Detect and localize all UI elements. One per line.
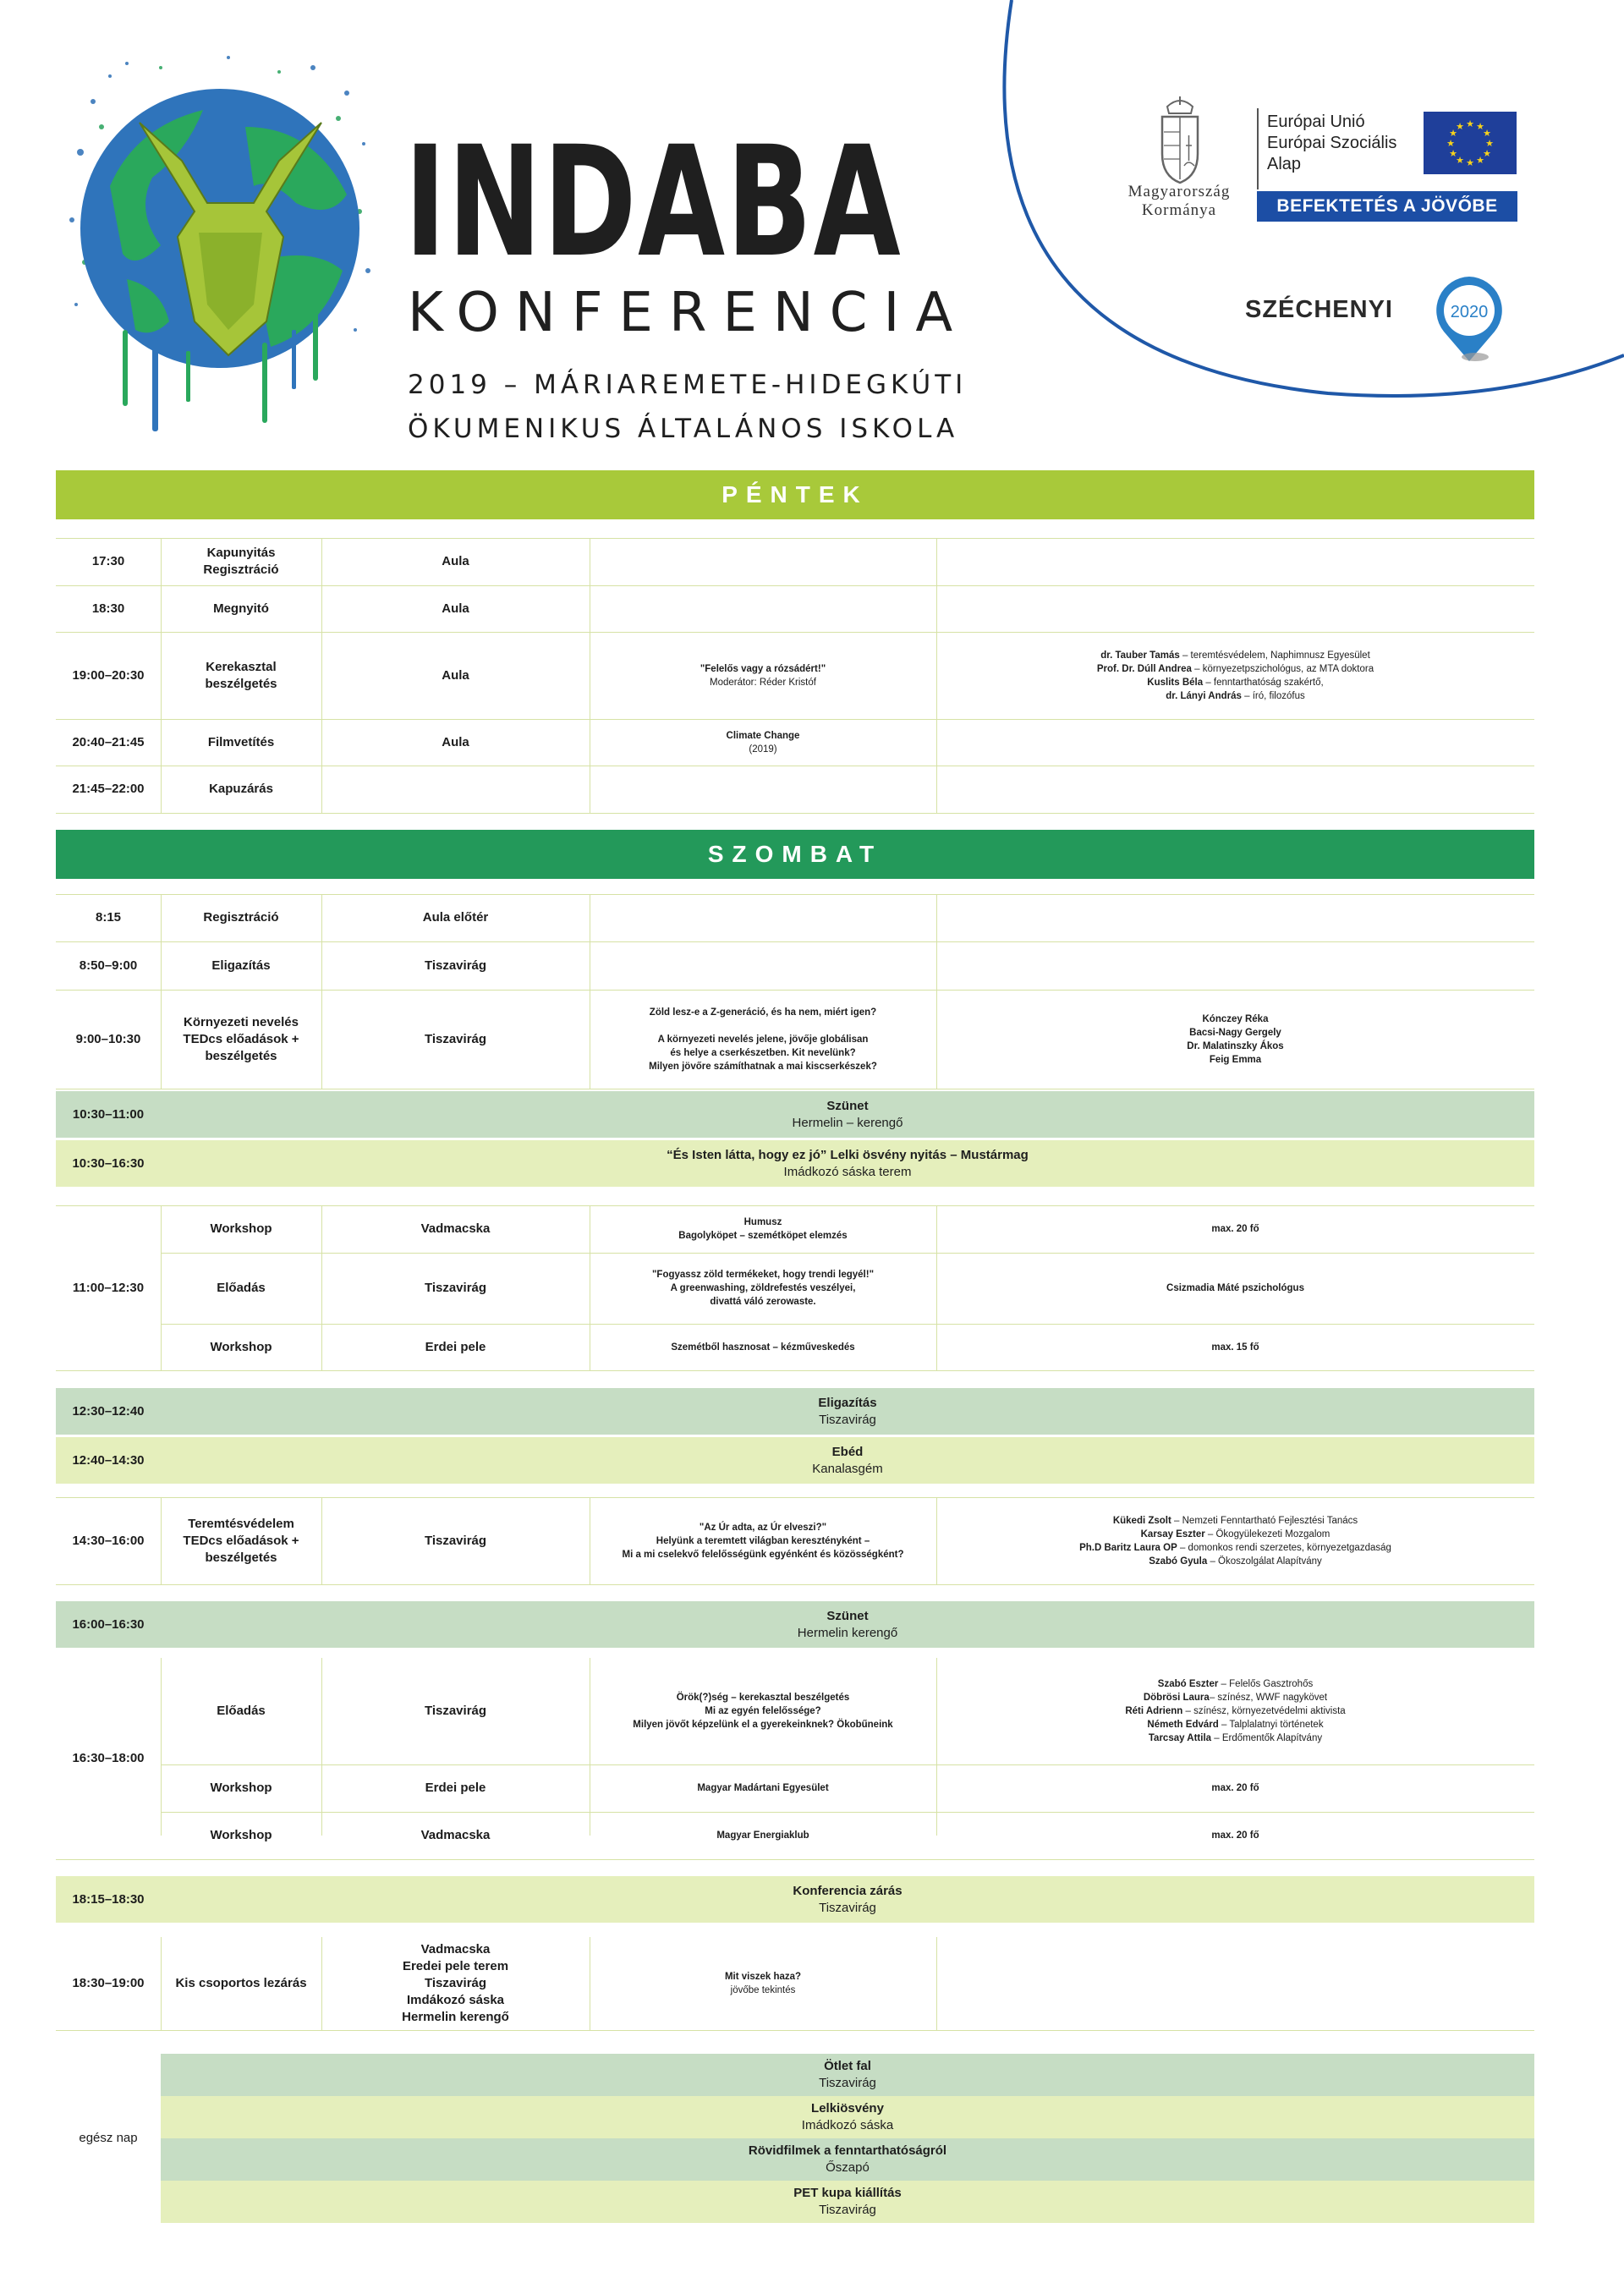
- grid-line: [56, 1584, 1534, 1585]
- saturday-time: 18:30–19:00: [72, 1976, 145, 1990]
- friday-time: 17:30: [91, 554, 125, 568]
- friday-event: Kapuzárás: [209, 782, 273, 796]
- band-subtitle: Imádkozó sáska terem: [783, 1164, 912, 1179]
- eu-line-3: Alap: [1267, 155, 1302, 173]
- conference-subtitle: KONFERENCIA: [408, 282, 969, 344]
- band-content: [161, 1091, 1534, 1138]
- all-day-label: egész nap: [79, 2131, 138, 2145]
- svg-text:★: ★: [1456, 155, 1464, 166]
- band-time: 12:30–12:40: [72, 1403, 145, 1419]
- friday-place: Aula: [442, 667, 469, 683]
- band-time: 12:40–14:30: [72, 1452, 145, 1468]
- svg-text:★: ★: [1483, 128, 1491, 139]
- break-band: [56, 1091, 1534, 1138]
- speaker-name: Réti Adrienn: [1125, 1706, 1183, 1716]
- session-capacity: max. 20 fő: [1211, 1830, 1259, 1841]
- speaker-name: Prof. Dr. Dúll Andrea: [1096, 663, 1192, 674]
- band-content: [161, 2138, 1534, 2181]
- conference-year-location: 2019 – MÁRIAREMETE-HIDEGKÚTI: [408, 370, 968, 400]
- saturday-place: Tiszavirág: [424, 1533, 487, 1548]
- hungary-crest-icon: [1150, 95, 1210, 186]
- speaker-name: Ph.D Baritz Laura OP: [1079, 1542, 1177, 1553]
- saturday-event: Környezeti nevelés TEDcs előadások + beszélgetés: [183, 1014, 299, 1063]
- saturday-place: Tiszavirág: [424, 1031, 487, 1046]
- speaker-line: [1166, 689, 1304, 703]
- band-subtitle: Kanalasgém: [812, 1461, 883, 1476]
- band-subtitle: Tiszavirág: [819, 2076, 876, 2090]
- speaker-line: [1141, 1528, 1330, 1541]
- band-time: 10:30–16:30: [72, 1155, 145, 1171]
- band-content: [161, 1140, 1534, 1187]
- speaker-name: dr. Tauber Tamás: [1100, 650, 1180, 661]
- speaker-role: – teremtésvédelem, Naphimnusz Egyesület: [1179, 650, 1370, 661]
- band-content: [161, 2096, 1534, 2138]
- svg-text:★: ★: [1476, 121, 1484, 132]
- session-place: Tiszavirág: [424, 1704, 487, 1718]
- speaker-line: [1100, 649, 1370, 662]
- speaker-name: Szabó Gyula: [1149, 1556, 1208, 1567]
- svg-text:★: ★: [1466, 157, 1474, 168]
- band-subtitle: Tiszavirág: [819, 1412, 876, 1427]
- session-description: Szemétből hasznosat – kézműveskedés: [671, 1342, 855, 1353]
- speaker-role: – domonkos rendi szerzetes, környezetgazdaság: [1177, 1542, 1391, 1553]
- prayer-path-band: [56, 1140, 1534, 1187]
- speaker-line: [1144, 1691, 1327, 1704]
- grid-line: [56, 1370, 1534, 1371]
- friday-event: Kapunyitás Regisztráció: [203, 546, 279, 577]
- gov-line-1: Magyarország: [1127, 183, 1231, 200]
- saturday-event: Eligazítás: [211, 958, 271, 973]
- band-title: PET kupa kiállítás: [793, 2186, 902, 2200]
- band-subtitle: Hermelin – kerengő: [792, 1115, 903, 1130]
- eu-line-2: Európai Szociális: [1267, 134, 1397, 152]
- speaker-line: [1149, 1555, 1322, 1568]
- speaker-name: Németh Edvárd: [1147, 1720, 1219, 1730]
- speaker-role: – környezetpszichológus, az MTA doktora: [1191, 663, 1374, 674]
- friday-time: 18:30: [91, 601, 125, 616]
- saturday-event: Kis csoportos lezárás: [175, 1976, 307, 1990]
- saturday-time: 8:15: [95, 910, 122, 925]
- all-day-item: [161, 2054, 1534, 2096]
- friday-time: 19:00–20:30: [72, 667, 145, 683]
- speaker-name: Karsay Eszter: [1140, 1528, 1205, 1539]
- band-time: 18:15–18:30: [72, 1891, 145, 1907]
- session-place: Vadmacska: [420, 1828, 491, 1842]
- closing-description: [590, 1937, 936, 2030]
- band-content: [161, 1437, 1534, 1484]
- speaker-name: Tarcsay Attila: [1148, 1733, 1212, 1743]
- film-year: (2019): [749, 744, 777, 755]
- eu-invest-banner: BEFEKTETÉS A JÖVŐBE: [1257, 191, 1517, 222]
- band-title: Ötlet fal: [824, 2059, 871, 2073]
- grid-line: [56, 1859, 1534, 1860]
- session-event: Előadás: [217, 1281, 266, 1295]
- speaker-name: Kuslits Béla: [1147, 677, 1204, 688]
- speaker-name: dr. Lányi András: [1166, 690, 1242, 701]
- band-title: Ebéd: [831, 1444, 864, 1459]
- film-description: [590, 719, 936, 766]
- saturday-time: 9:00–10:30: [75, 1031, 141, 1046]
- creation-care-description: "Az Úr adta, az Úr elveszi?" Helyünk a teremtett világban keresztényként – Mi a mi cselekvő felelősségünk egyénként és közösségként?: [622, 1522, 904, 1560]
- session-place: Erdei pele: [425, 1339, 486, 1354]
- band-title: Rövidfilmek a fenntarthatóságról: [748, 2143, 947, 2158]
- speaker-role: – színész, környezetvédelmi aktivista: [1182, 1706, 1346, 1716]
- heritage-roundtable-description: Örök(?)ség – kerekasztal beszélgetés Mi az egyén felelőssége? Milyen jövőt képzelünk el a gyerekeinknek? Ökobűneink: [633, 1693, 893, 1730]
- roundtable-title: "Felelős vagy a rózsádért!": [700, 663, 826, 674]
- creation-care-speakers: [936, 1497, 1534, 1584]
- speaker-name: Szabó Eszter: [1157, 1679, 1219, 1689]
- session-description: Humusz Bagolyköpet – szemétköpet elemzés: [678, 1217, 848, 1241]
- lunch-band: [56, 1437, 1534, 1484]
- szechenyi-label: SZÉCHENYI: [1245, 296, 1393, 323]
- session-capacity: max. 20 fő: [1211, 1224, 1259, 1234]
- friday-time: 21:45–22:00: [72, 782, 145, 796]
- band-subtitle: Hermelin kerengő: [797, 1625, 898, 1640]
- conference-school: ÖKUMENIKUS ÁLTALÁNOS ISKOLA: [408, 414, 959, 444]
- session-event: Workshop: [210, 1828, 272, 1842]
- saturday-time: 8:50–9:00: [79, 958, 138, 973]
- band-title: “És Isten látta, hogy ez jó” Lelki ösvény nyitás – Mustármag: [667, 1147, 1029, 1162]
- session-speaker: Csizmadia Máté pszichológus: [1166, 1283, 1304, 1293]
- session-description: Magyar Madártani Egyesület: [697, 1783, 829, 1793]
- band-content: [161, 1601, 1534, 1648]
- closing-question: Mit viszek haza?: [724, 1972, 802, 1982]
- speaker-line: [1079, 1541, 1391, 1555]
- saturday-event: Teremtésvédelem TEDcs előadások + beszélgetés: [183, 1516, 299, 1565]
- friday-roundtable-speakers: [936, 632, 1534, 719]
- block-time: 11:00–12:30: [72, 1280, 145, 1295]
- szechenyi-pin-icon: [1431, 272, 1507, 365]
- speaker-line: [1149, 1731, 1322, 1745]
- hungarian-government-label: [1103, 183, 1255, 220]
- band-subtitle: Imádkozó sáska: [801, 2118, 894, 2132]
- closing-band: [56, 1876, 1534, 1923]
- band-content: [161, 1388, 1534, 1435]
- speaker-line: [1125, 1704, 1345, 1718]
- session-capacity: max. 15 fő: [1211, 1342, 1259, 1353]
- saturday-header-bar: SZOMBAT: [56, 830, 1534, 879]
- speaker-role: – fenntarthatóság szakértő,: [1203, 677, 1324, 688]
- speaker-role: – Ökoszolgálat Alapítvány: [1207, 1556, 1322, 1567]
- heritage-roundtable-speakers: [936, 1658, 1534, 1764]
- saturday-event: Regisztráció: [203, 910, 279, 925]
- svg-text:★: ★: [1446, 138, 1455, 149]
- sponsor-divider: [1257, 108, 1259, 189]
- band-content: [161, 2054, 1534, 2096]
- speaker-name: Döbrösi Laura: [1143, 1693, 1210, 1703]
- friday-place: Aula: [442, 554, 469, 568]
- briefing-band: [56, 1388, 1534, 1435]
- environmental-education-speakers: Kónczey Réka Bacsi-Nagy Gergely Dr. Malatinszky Ákos Feig Emma: [1187, 1013, 1284, 1065]
- eu-flag-icon: [1424, 112, 1517, 174]
- closing-subtitle: jövőbe tekintés: [730, 1985, 796, 1995]
- band-title: Szünet: [826, 1608, 869, 1623]
- saturday-time: 14:30–16:00: [72, 1533, 145, 1548]
- saturday-place: Tiszavirág: [424, 958, 487, 973]
- saturday-place: Aula előtér: [422, 910, 489, 925]
- session-description: Magyar Energiaklub: [716, 1830, 809, 1841]
- friday-event: Filmvetítés: [207, 734, 275, 749]
- session-capacity: max. 20 fő: [1211, 1783, 1259, 1793]
- svg-text:★: ★: [1483, 148, 1491, 159]
- speaker-role: – színész, WWF nagykövet: [1209, 1693, 1328, 1703]
- speaker-role: – Felelős Gasztrohős: [1218, 1679, 1314, 1689]
- speaker-line: [1147, 1718, 1323, 1731]
- band-time: 16:00–16:30: [72, 1616, 145, 1632]
- all-day-item: [161, 2096, 1534, 2138]
- speaker-line: [1147, 676, 1323, 689]
- speaker-line: [1158, 1677, 1313, 1691]
- svg-text:★: ★: [1449, 128, 1457, 139]
- all-day-item: [161, 2181, 1534, 2223]
- band-time: 10:30–11:00: [72, 1106, 145, 1122]
- eu-line-1: Európai Unió: [1267, 113, 1365, 131]
- film-title: Climate Change: [726, 730, 800, 741]
- saturday-places: Vadmacska Eredei pele terem Tiszavirág Imdákozó sáska Hermelin kerengő: [402, 1942, 509, 2024]
- band-subtitle: Tiszavirág: [819, 2203, 876, 2217]
- break-band: [56, 1601, 1534, 1648]
- speaker-line: [1097, 662, 1374, 676]
- session-event: Workshop: [210, 1221, 272, 1236]
- band-title: Konferencia zárás: [793, 1883, 903, 1898]
- grid-line: [56, 813, 1534, 814]
- friday-time: 20:40–21:45: [72, 734, 145, 749]
- svg-text:★: ★: [1449, 148, 1457, 159]
- svg-text:★: ★: [1456, 121, 1464, 132]
- indaba-globe-logo: [59, 51, 381, 440]
- conference-title: INDABA: [404, 114, 903, 291]
- block-time: 16:30–18:00: [72, 1751, 145, 1765]
- all-day-item: [161, 2138, 1534, 2181]
- session-event: Workshop: [210, 1781, 272, 1795]
- session-place: Tiszavirág: [424, 1281, 487, 1295]
- band-subtitle: Őszapó: [826, 2160, 870, 2175]
- szechenyi-year: 2020: [1450, 303, 1489, 321]
- eu-label: [1267, 112, 1396, 175]
- session-place: Erdei pele: [425, 1781, 486, 1795]
- grid-line: [56, 2030, 1534, 2031]
- session-place: Vadmacska: [420, 1221, 491, 1236]
- speaker-role: – Nemzeti Fenntartható Fejlesztési Tanács: [1171, 1515, 1358, 1526]
- svg-text:★: ★: [1476, 155, 1484, 166]
- session-event: Workshop: [210, 1339, 272, 1354]
- band-title: Eligazítás: [818, 1395, 877, 1410]
- band-title: Lelkiösvény: [811, 2101, 884, 2116]
- speaker-role: – író, filozófus: [1241, 690, 1305, 701]
- roundtable-moderator: Moderátor: Réder Kristóf: [710, 677, 816, 688]
- band-content: [161, 1876, 1534, 1923]
- speaker-role: – Talplalatnyi történetek: [1218, 1720, 1324, 1730]
- band-title: Szünet: [826, 1098, 869, 1113]
- friday-event: Megnyitó: [213, 601, 269, 616]
- friday-place: Aula: [442, 601, 469, 616]
- speaker-name: Kükedi Zsolt: [1112, 1515, 1171, 1526]
- band-subtitle: Tiszavirág: [819, 1900, 876, 1915]
- speaker-role: – Erdőmentők Alapítvány: [1211, 1733, 1323, 1743]
- friday-place: Aula: [442, 734, 469, 749]
- environmental-education-description: Zöld lesz-e a Z-generáció, és ha nem, miért igen? A környezeti nevelés jelene, jövője globálisan és helye a cserkészetben. Kit nevelünk? Milyen jövőre számíthatnak a mai kiscserkészek?: [649, 1007, 877, 1072]
- friday-roundtable-description: [590, 632, 936, 719]
- band-content: [161, 2181, 1534, 2223]
- gov-line-2: Kormánya: [1141, 201, 1217, 219]
- session-event: Előadás: [217, 1704, 266, 1718]
- svg-text:★: ★: [1466, 118, 1474, 129]
- friday-event: Kerekasztal beszélgetés: [205, 659, 277, 691]
- session-description: "Fogyassz zöld termékeket, hogy trendi legyél!" A greenwashing, zöldrefestés veszélyei, divattá váló zerowaste.: [651, 1270, 875, 1307]
- friday-header-bar: PÉNTEK: [56, 470, 1534, 519]
- svg-text:★: ★: [1485, 138, 1494, 149]
- speaker-role: – Ökogyülekezeti Mozgalom: [1204, 1528, 1330, 1539]
- speaker-line: [1113, 1514, 1358, 1528]
- grid-line: [936, 1937, 937, 2030]
